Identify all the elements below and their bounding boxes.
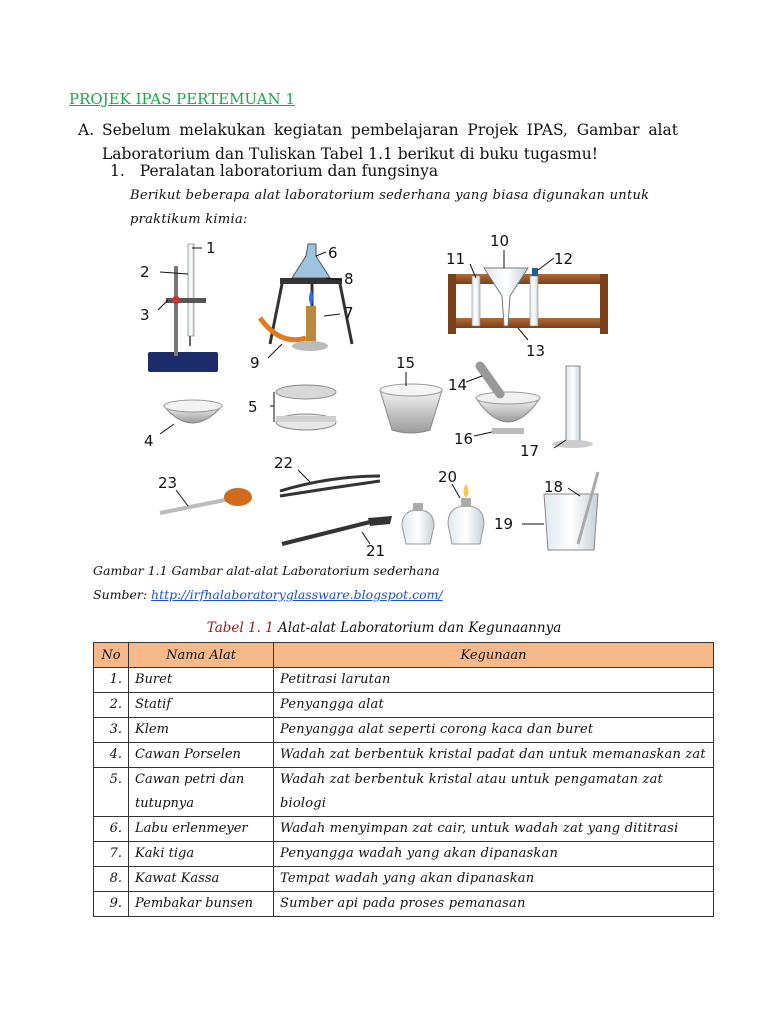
figure-label-2: 2 xyxy=(140,263,150,281)
table-row xyxy=(94,668,714,693)
graduated-cylinder-drawing xyxy=(553,366,593,448)
cell-no: 1. xyxy=(94,668,129,693)
cell-no: 3. xyxy=(94,718,129,743)
section-a-marker: A. xyxy=(78,121,95,139)
evaporating-dish-drawing xyxy=(164,400,222,423)
table-row xyxy=(94,693,714,718)
figure-label-19: 19 xyxy=(494,515,514,533)
figure-label-5: 5 xyxy=(248,398,258,416)
figure-label-3: 3 xyxy=(140,306,150,324)
figure-label-13: 13 xyxy=(526,342,546,360)
figure-label-16: 16 xyxy=(454,430,474,448)
cell-no: 4. xyxy=(94,743,129,768)
subsection-heading xyxy=(110,162,438,180)
cell-no: 9. xyxy=(94,892,129,917)
figure-label-14: 14 xyxy=(448,376,468,394)
table-title-text: Alat-alat Laboratorium dan Kegunaannya xyxy=(273,620,562,636)
cell-name: Statif xyxy=(129,693,274,718)
figure-label-21: 21 xyxy=(366,542,386,560)
mortar-pestle-drawing xyxy=(476,366,540,434)
figure-caption: Gambar 1.1 Gambar alat-alat Laboratorium sederhana xyxy=(93,563,440,578)
cell-use: Wadah zat berbentuk kristal padat dan untuk memanaskan zat xyxy=(274,743,714,768)
cell-name: Labu erlenmeyer xyxy=(129,817,274,842)
crucible-drawing xyxy=(380,384,442,433)
erlenmeyer-tripod-drawing xyxy=(260,244,352,351)
intro-paragraph: Berikut beberapa alat laboratorium sederhana yang biasa digunakan untuk praktikum kimia: xyxy=(130,188,650,227)
cell-use: Petitrasi larutan xyxy=(274,668,714,693)
section-a-text: Sebelum melakukan kegiatan pembelajaran Projek IPAS, Gambar alat Laboratorium dan Tuliskan Tabel 1.1 berikut di buku tugasmu! xyxy=(102,121,678,163)
figure-label-1: 1 xyxy=(206,239,216,257)
source-prefix: Sumber: xyxy=(93,587,152,602)
cell-use: Wadah zat berbentuk kristal atau untuk pengamatan zat biologi xyxy=(274,768,714,817)
figure-label-17: 17 xyxy=(520,442,540,460)
cell-name: Buret xyxy=(129,668,274,693)
table-row xyxy=(94,867,714,892)
cell-no: 5. xyxy=(94,768,129,817)
header-name: Nama Alat xyxy=(129,643,274,668)
table-row xyxy=(94,743,714,768)
figure-label-12: 12 xyxy=(554,250,574,268)
cell-use: Wadah menyimpan zat cair, untuk wadah zat yang dititrasi xyxy=(274,817,714,842)
cell-name: Klem xyxy=(129,718,274,743)
cell-use: Sumber api pada proses pemanasan xyxy=(274,892,714,917)
cell-name: Pembakar bunsen xyxy=(129,892,274,917)
cell-no: 8. xyxy=(94,867,129,892)
table-row xyxy=(94,768,714,817)
figure-label-7: 7 xyxy=(344,304,354,322)
figure-label-4: 4 xyxy=(144,432,154,450)
table-row xyxy=(94,817,714,842)
figure-label-9: 9 xyxy=(250,354,260,372)
table-row xyxy=(94,842,714,867)
cell-name: Kawat Kassa xyxy=(129,867,274,892)
table-title-label: Tabel 1. 1 xyxy=(206,620,274,636)
spatula-drawing xyxy=(282,516,392,544)
cell-name: Cawan Porselen xyxy=(129,743,274,768)
cell-use: Tempat wadah yang akan dipanaskan xyxy=(274,867,714,892)
cell-no: 7. xyxy=(94,842,129,867)
section-a xyxy=(78,118,678,166)
figure-label-8: 8 xyxy=(344,270,354,288)
subsection-title: Peralatan laboratorium dan fungsinya xyxy=(139,162,439,180)
figure-label-22: 22 xyxy=(274,454,294,472)
header-use: Kegunaan xyxy=(274,643,714,668)
buret-stand-drawing xyxy=(148,244,218,372)
table-header-row xyxy=(94,643,714,668)
figure-label-6: 6 xyxy=(328,244,338,262)
crucible-tongs-drawing xyxy=(280,476,380,496)
table-title xyxy=(0,620,768,636)
page-title: PROJEK IPAS PERTEMUAN 1 xyxy=(69,90,295,108)
cell-use: Penyangga wadah yang akan dipanaskan xyxy=(274,842,714,867)
spirit-burner-drawing xyxy=(402,484,484,544)
header-no: No xyxy=(94,643,129,668)
cell-name: Cawan petri dan tutupnya xyxy=(129,768,274,817)
figure-source xyxy=(93,587,443,602)
lab-equipment-table xyxy=(93,642,714,917)
figure-label-23: 23 xyxy=(158,474,178,492)
figure-label-18: 18 xyxy=(544,478,564,496)
cell-no: 2. xyxy=(94,693,129,718)
subsection-number: 1. xyxy=(110,162,125,180)
tube-rack-drawing xyxy=(448,268,608,334)
source-link[interactable]: http://irfhalaboratoryglassware.blogspot.com/ xyxy=(151,587,443,602)
table-row xyxy=(94,892,714,917)
petri-dish-drawing xyxy=(276,385,336,430)
cell-use: Penyangga alat xyxy=(274,693,714,718)
lab-equipment-figure xyxy=(130,226,680,561)
cell-no: 6. xyxy=(94,817,129,842)
figure-label-20: 20 xyxy=(438,468,458,486)
cell-name: Kaki tiga xyxy=(129,842,274,867)
figure-label-15: 15 xyxy=(396,354,416,372)
table-row xyxy=(94,718,714,743)
figure-label-11: 11 xyxy=(446,250,466,268)
cell-use: Penyangga alat seperti corong kaca dan buret xyxy=(274,718,714,743)
figure-label-10: 10 xyxy=(490,232,510,250)
